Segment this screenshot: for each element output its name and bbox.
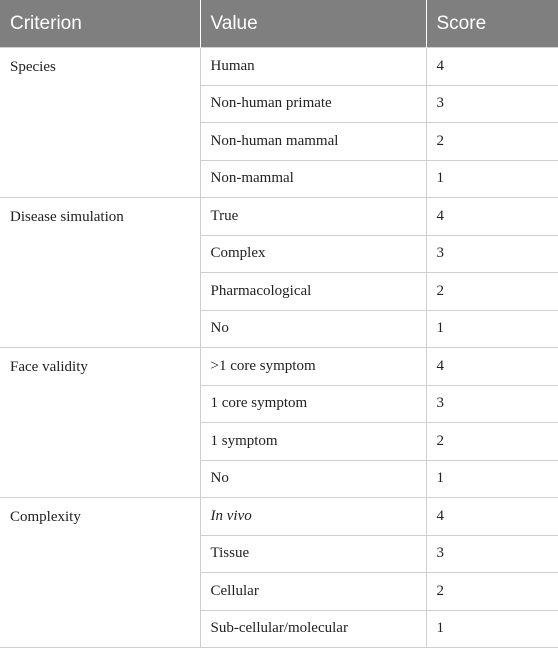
value-cell: >1 core symptom: [200, 348, 426, 386]
score-cell: 1: [426, 310, 558, 348]
value-cell: No: [200, 310, 426, 348]
header-criterion: Criterion: [0, 0, 200, 48]
value-cell: Tissue: [200, 535, 426, 573]
value-cell: In vivo: [200, 498, 426, 536]
score-cell: 4: [426, 48, 558, 86]
score-cell: 3: [426, 235, 558, 273]
score-cell: 4: [426, 198, 558, 236]
score-cell: 2: [426, 423, 558, 461]
table-row: [0, 498, 558, 536]
value-cell: Complex: [200, 235, 426, 273]
score-cell: 3: [426, 85, 558, 123]
header-score: Score: [426, 0, 558, 48]
score-cell: 3: [426, 535, 558, 573]
criterion-cell: Face validity: [0, 348, 200, 498]
value-cell: Non-human mammal: [200, 123, 426, 161]
table-row: [0, 198, 558, 236]
value-cell: Non-mammal: [200, 160, 426, 198]
value-cell: Non-human primate: [200, 85, 426, 123]
score-cell: 1: [426, 460, 558, 498]
score-cell: 2: [426, 573, 558, 611]
table-row: [0, 48, 558, 86]
score-cell: 2: [426, 273, 558, 311]
value-cell: Human: [200, 48, 426, 86]
score-cell: 1: [426, 610, 558, 648]
table-row: [0, 348, 558, 386]
criterion-cell: Species: [0, 48, 200, 198]
score-cell: 2: [426, 123, 558, 161]
score-cell: 4: [426, 348, 558, 386]
value-cell: Cellular: [200, 573, 426, 611]
criterion-cell: Complexity: [0, 498, 200, 648]
criterion-cell: Disease simulation: [0, 198, 200, 348]
header-row: [0, 0, 558, 48]
value-cell: No: [200, 460, 426, 498]
header-value: Value: [200, 0, 426, 48]
value-cell: True: [200, 198, 426, 236]
value-cell: Pharmacological: [200, 273, 426, 311]
score-cell: 1: [426, 160, 558, 198]
value-cell: Sub-cellular/molecular: [200, 610, 426, 648]
value-cell: 1 core symptom: [200, 385, 426, 423]
score-cell: 4: [426, 498, 558, 536]
value-cell: 1 symptom: [200, 423, 426, 461]
score-cell: 3: [426, 385, 558, 423]
